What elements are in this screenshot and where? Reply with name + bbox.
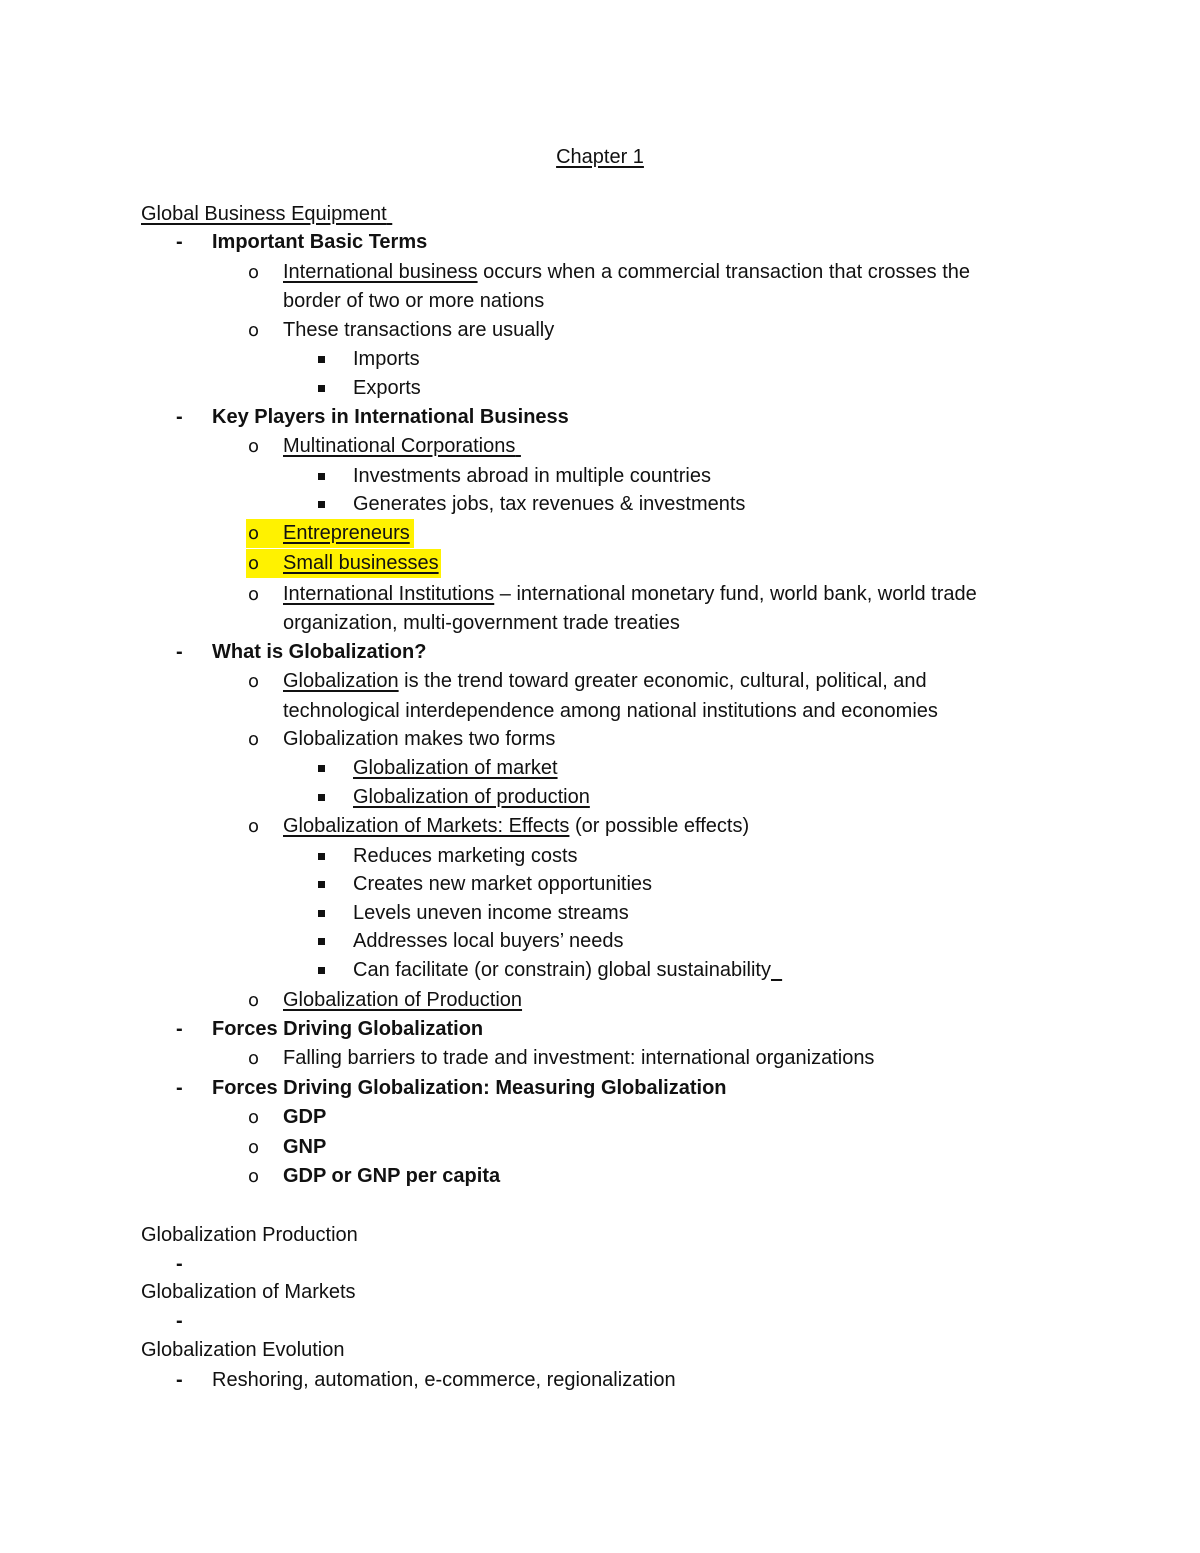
section-heading-globalization-production: Globalization Production	[141, 1224, 358, 1246]
item-effect: Addresses local buyers’ needs	[353, 930, 624, 952]
item-reshoring: Reshoring, automation, e-commerce, regionalization	[212, 1369, 676, 1391]
item-important-terms: Important Basic Terms	[212, 231, 428, 253]
item-per-capita: GDP or GNP per capita	[283, 1165, 501, 1187]
circle-bullet: o	[248, 1107, 260, 1128]
dash-bullet: -	[176, 641, 183, 663]
item-what-is-globalization: What is Globalization?	[212, 641, 427, 663]
circle-bullet: o	[248, 584, 260, 605]
item-glob-production: Globalization of production	[353, 786, 590, 808]
item-effect: Can facilitate (or constrain) global sustainability	[353, 959, 771, 981]
dash-bullet: -	[176, 1018, 183, 1040]
square-bullet	[318, 501, 325, 508]
item-globalization-def-cont: technological interdependence among national institutions and economies	[283, 700, 938, 722]
square-bullet	[318, 938, 325, 945]
item-forces-measuring: Forces Driving Globalization: Measuring Globalization	[212, 1077, 727, 1099]
square-bullet	[318, 765, 325, 772]
item-glob-market: Globalization of market	[353, 757, 558, 779]
dash-bullet: -	[176, 1369, 183, 1391]
item-forces-barriers: Falling barriers to trade and investment: international organizations	[283, 1047, 875, 1069]
item-mnc: Multinational Corporations	[283, 435, 516, 457]
dash-bullet: -	[176, 1077, 183, 1099]
item-international-business-cont: border of two or more nations	[283, 290, 545, 312]
circle-bullet: o	[248, 436, 260, 457]
item-mnc-jobs: Generates jobs, tax revenues & investments	[353, 493, 746, 515]
square-bullet	[318, 910, 325, 917]
square-bullet	[318, 356, 325, 363]
item-globalization-def: Globalization is the trend toward greater economic, cultural, political, and	[283, 670, 927, 692]
item-key-players: Key Players in International Business	[212, 406, 569, 428]
item-imports: Imports	[353, 348, 420, 370]
square-bullet	[318, 881, 325, 888]
section-heading-globalization-evolution: Globalization Evolution	[141, 1339, 345, 1361]
section-heading-globalization-markets: Globalization of Markets	[141, 1281, 356, 1303]
circle-bullet: o	[248, 262, 260, 283]
item-effect: Reduces marketing costs	[353, 845, 578, 867]
circle-bullet-highlighted: o	[246, 519, 283, 548]
item-small-businesses: Small businesses	[283, 549, 441, 578]
section-heading-global-business: Global Business Equipment	[141, 203, 387, 225]
item-intl-institutions-cont: organization, multi-government trade treaties	[283, 612, 680, 634]
circle-bullet: o	[248, 1137, 260, 1158]
item-intl-institutions: International Institutions – international monetary fund, world bank, world trade	[283, 583, 977, 605]
circle-bullet: o	[248, 671, 260, 692]
item-forces: Forces Driving Globalization	[212, 1018, 484, 1040]
square-bullet	[318, 473, 325, 480]
square-bullet	[318, 967, 325, 974]
circle-bullet: o	[248, 729, 260, 750]
item-glob-markets-effects: Globalization of Markets: Effects (or possible effects)	[283, 815, 750, 837]
circle-bullet: o	[248, 320, 260, 341]
square-bullet	[318, 794, 325, 801]
item-effect: Levels uneven income streams	[353, 902, 629, 924]
square-bullet	[318, 853, 325, 860]
circle-bullet: o	[248, 816, 260, 837]
item-international-business: International business occurs when a commercial transaction that crosses the	[283, 261, 971, 283]
item-two-forms: Globalization makes two forms	[283, 728, 556, 750]
dash-bullet: -	[176, 231, 183, 253]
dash-bullet: -	[176, 406, 183, 428]
item-mnc-investments: Investments abroad in multiple countries	[353, 465, 711, 487]
item-transactions: These transactions are usually	[283, 319, 555, 341]
dash-bullet: -	[176, 1253, 183, 1275]
circle-bullet: o	[248, 990, 260, 1011]
circle-bullet: o	[248, 1166, 260, 1187]
item-gdp: GDP	[283, 1106, 327, 1128]
dash-bullet: -	[176, 1310, 183, 1332]
item-gnp: GNP	[283, 1136, 327, 1158]
square-bullet	[318, 385, 325, 392]
item-glob-of-production: Globalization of Production	[283, 989, 523, 1011]
item-entrepreneurs: Entrepreneurs	[283, 519, 414, 548]
circle-bullet: o	[248, 1048, 260, 1069]
circle-bullet-highlighted: o	[246, 549, 283, 578]
item-exports: Exports	[353, 377, 421, 399]
page-title: Chapter 1	[556, 146, 644, 168]
item-effect: Creates new market opportunities	[353, 873, 653, 895]
